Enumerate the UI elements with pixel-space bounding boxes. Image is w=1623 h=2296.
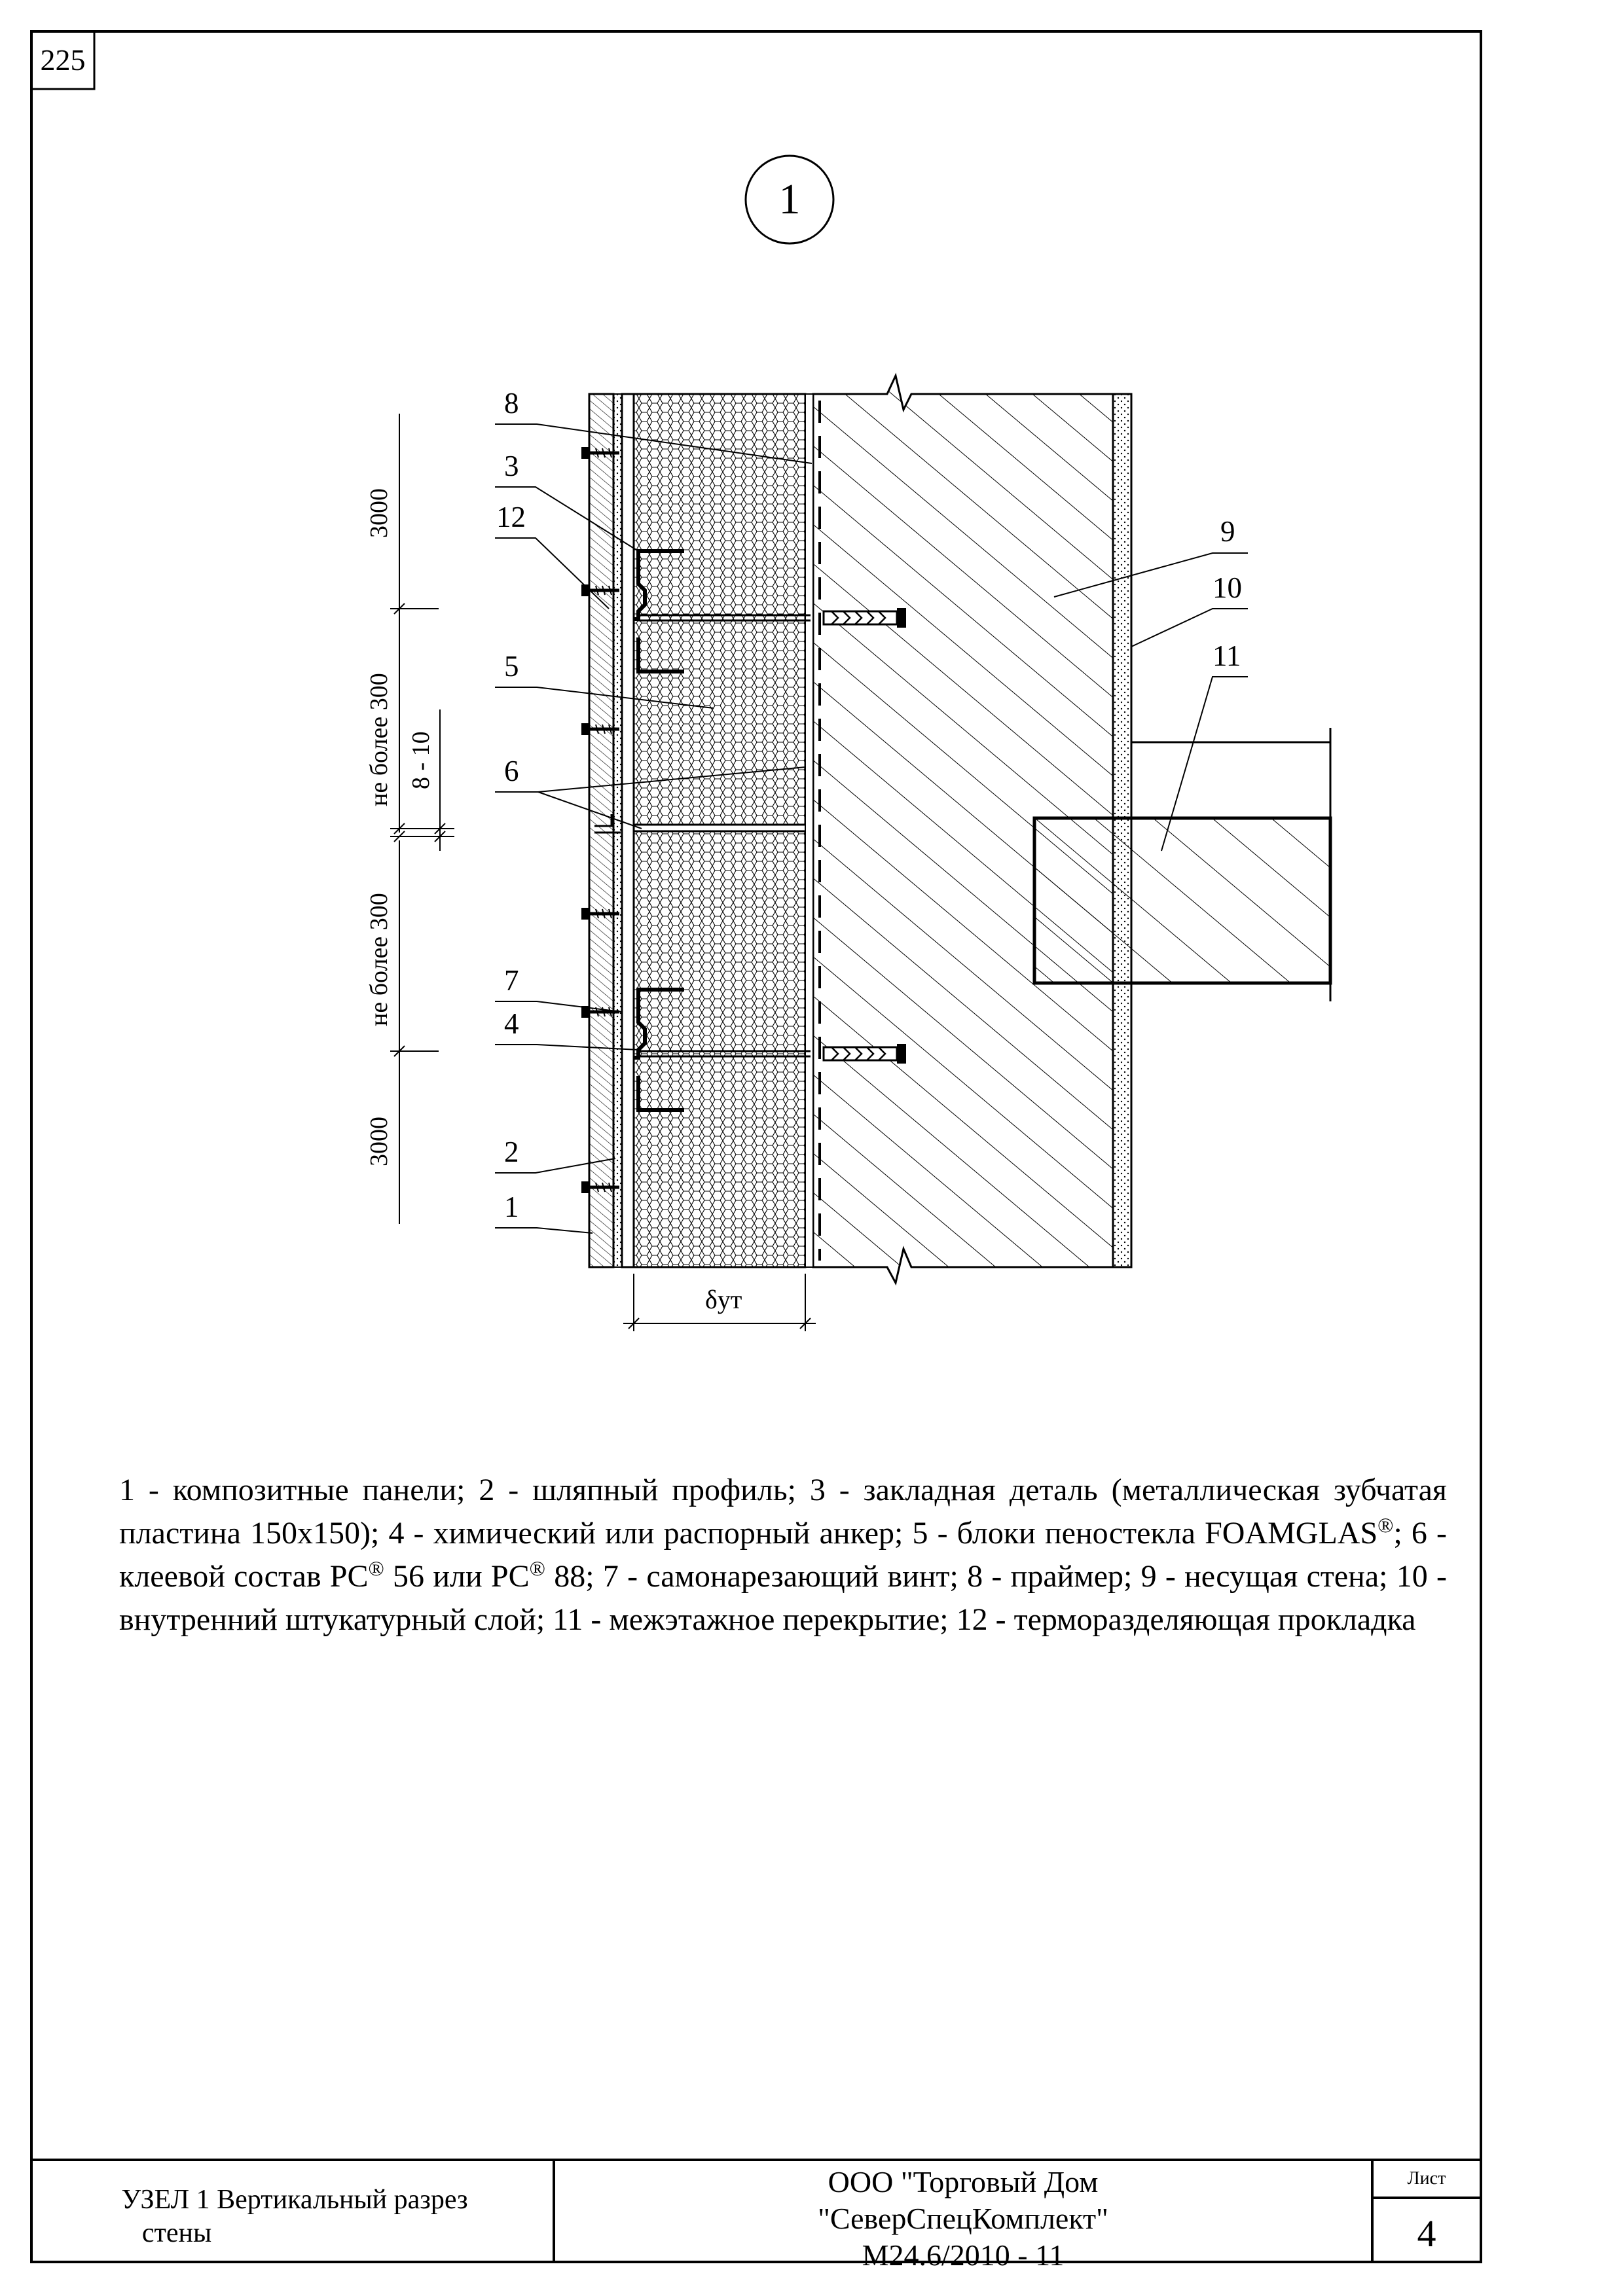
registered-mark: ® (529, 1556, 545, 1580)
hat-profile (622, 394, 634, 1267)
foamglas-block-lower (634, 831, 805, 1267)
callout-4: 4 (504, 1007, 519, 1040)
floor-slab (1034, 818, 1330, 983)
thermal-spacer (613, 394, 622, 1267)
callout-5: 5 (504, 650, 519, 683)
composite-panel (589, 394, 613, 1267)
sheet-label: Лист (1407, 2168, 1446, 2189)
callout-12: 12 (496, 501, 526, 533)
insulation-thickness-label: δут (705, 1285, 742, 1314)
drawing-title (39, 2183, 550, 2250)
registered-mark: ® (368, 1556, 384, 1580)
callout-8: 8 (504, 387, 519, 420)
node-number: 1 (778, 175, 801, 223)
dim-bottom: 3000 (365, 1117, 393, 1166)
drawing-title-line-2: стены (141, 2218, 212, 2249)
legend-text (119, 1469, 1447, 1641)
legend-part-2: ; 6 - клеевой состав PC (119, 1516, 1447, 1594)
registered-mark: ® (1377, 1513, 1394, 1537)
company-block (554, 2164, 1372, 2274)
callout-11: 11 (1213, 639, 1241, 672)
callout-2: 2 (504, 1136, 519, 1168)
callout-9: 9 (1220, 515, 1235, 548)
company-name-line-2: "СеверСпецКомплект" (818, 2202, 1108, 2236)
dim-upper: не более 300 (365, 673, 393, 806)
anchor-lower (824, 1044, 906, 1064)
legend-part-1: 1 - композитные панели; 2 - шляпный профиль; 3 - закладная деталь (металлическая зубчатая пластина 150х150); 4 - химический или распорный анкер; 5 - блоки пеностекла FOAMGLAS (119, 1473, 1447, 1551)
page-number: 225 (40, 43, 86, 77)
callout-10: 10 (1213, 571, 1242, 604)
dim-gap: 8 - 10 (407, 731, 435, 789)
sheet-number: 4 (1417, 2212, 1436, 2255)
callout-6: 6 (504, 755, 519, 787)
dim-top: 3000 (365, 488, 393, 538)
document-code: М24.6/2010 - 11 (862, 2238, 1065, 2272)
drawing-title-line-1: УЗЕЛ 1 Вертикальный разрез (121, 2185, 468, 2215)
legend-part-3: 56 или PC (384, 1559, 530, 1594)
dim-lower: не более 300 (365, 893, 393, 1026)
callout-7: 7 (504, 964, 519, 997)
legend-part-4: 88; 7 - самонарезающий винт; 8 - праймер; 9 - несущая стена; 10 - внутренний штукатурный слой; 11 - межэтажное перекрытие; 12 - терморазделяющая прокладка (119, 1559, 1448, 1637)
callout-1: 1 (504, 1191, 519, 1223)
adhesive-layer (805, 394, 813, 1267)
company-name-line-1: ООО "Торговый Дом (828, 2165, 1099, 2198)
callout-3: 3 (504, 450, 519, 482)
anchor-upper (824, 608, 906, 628)
